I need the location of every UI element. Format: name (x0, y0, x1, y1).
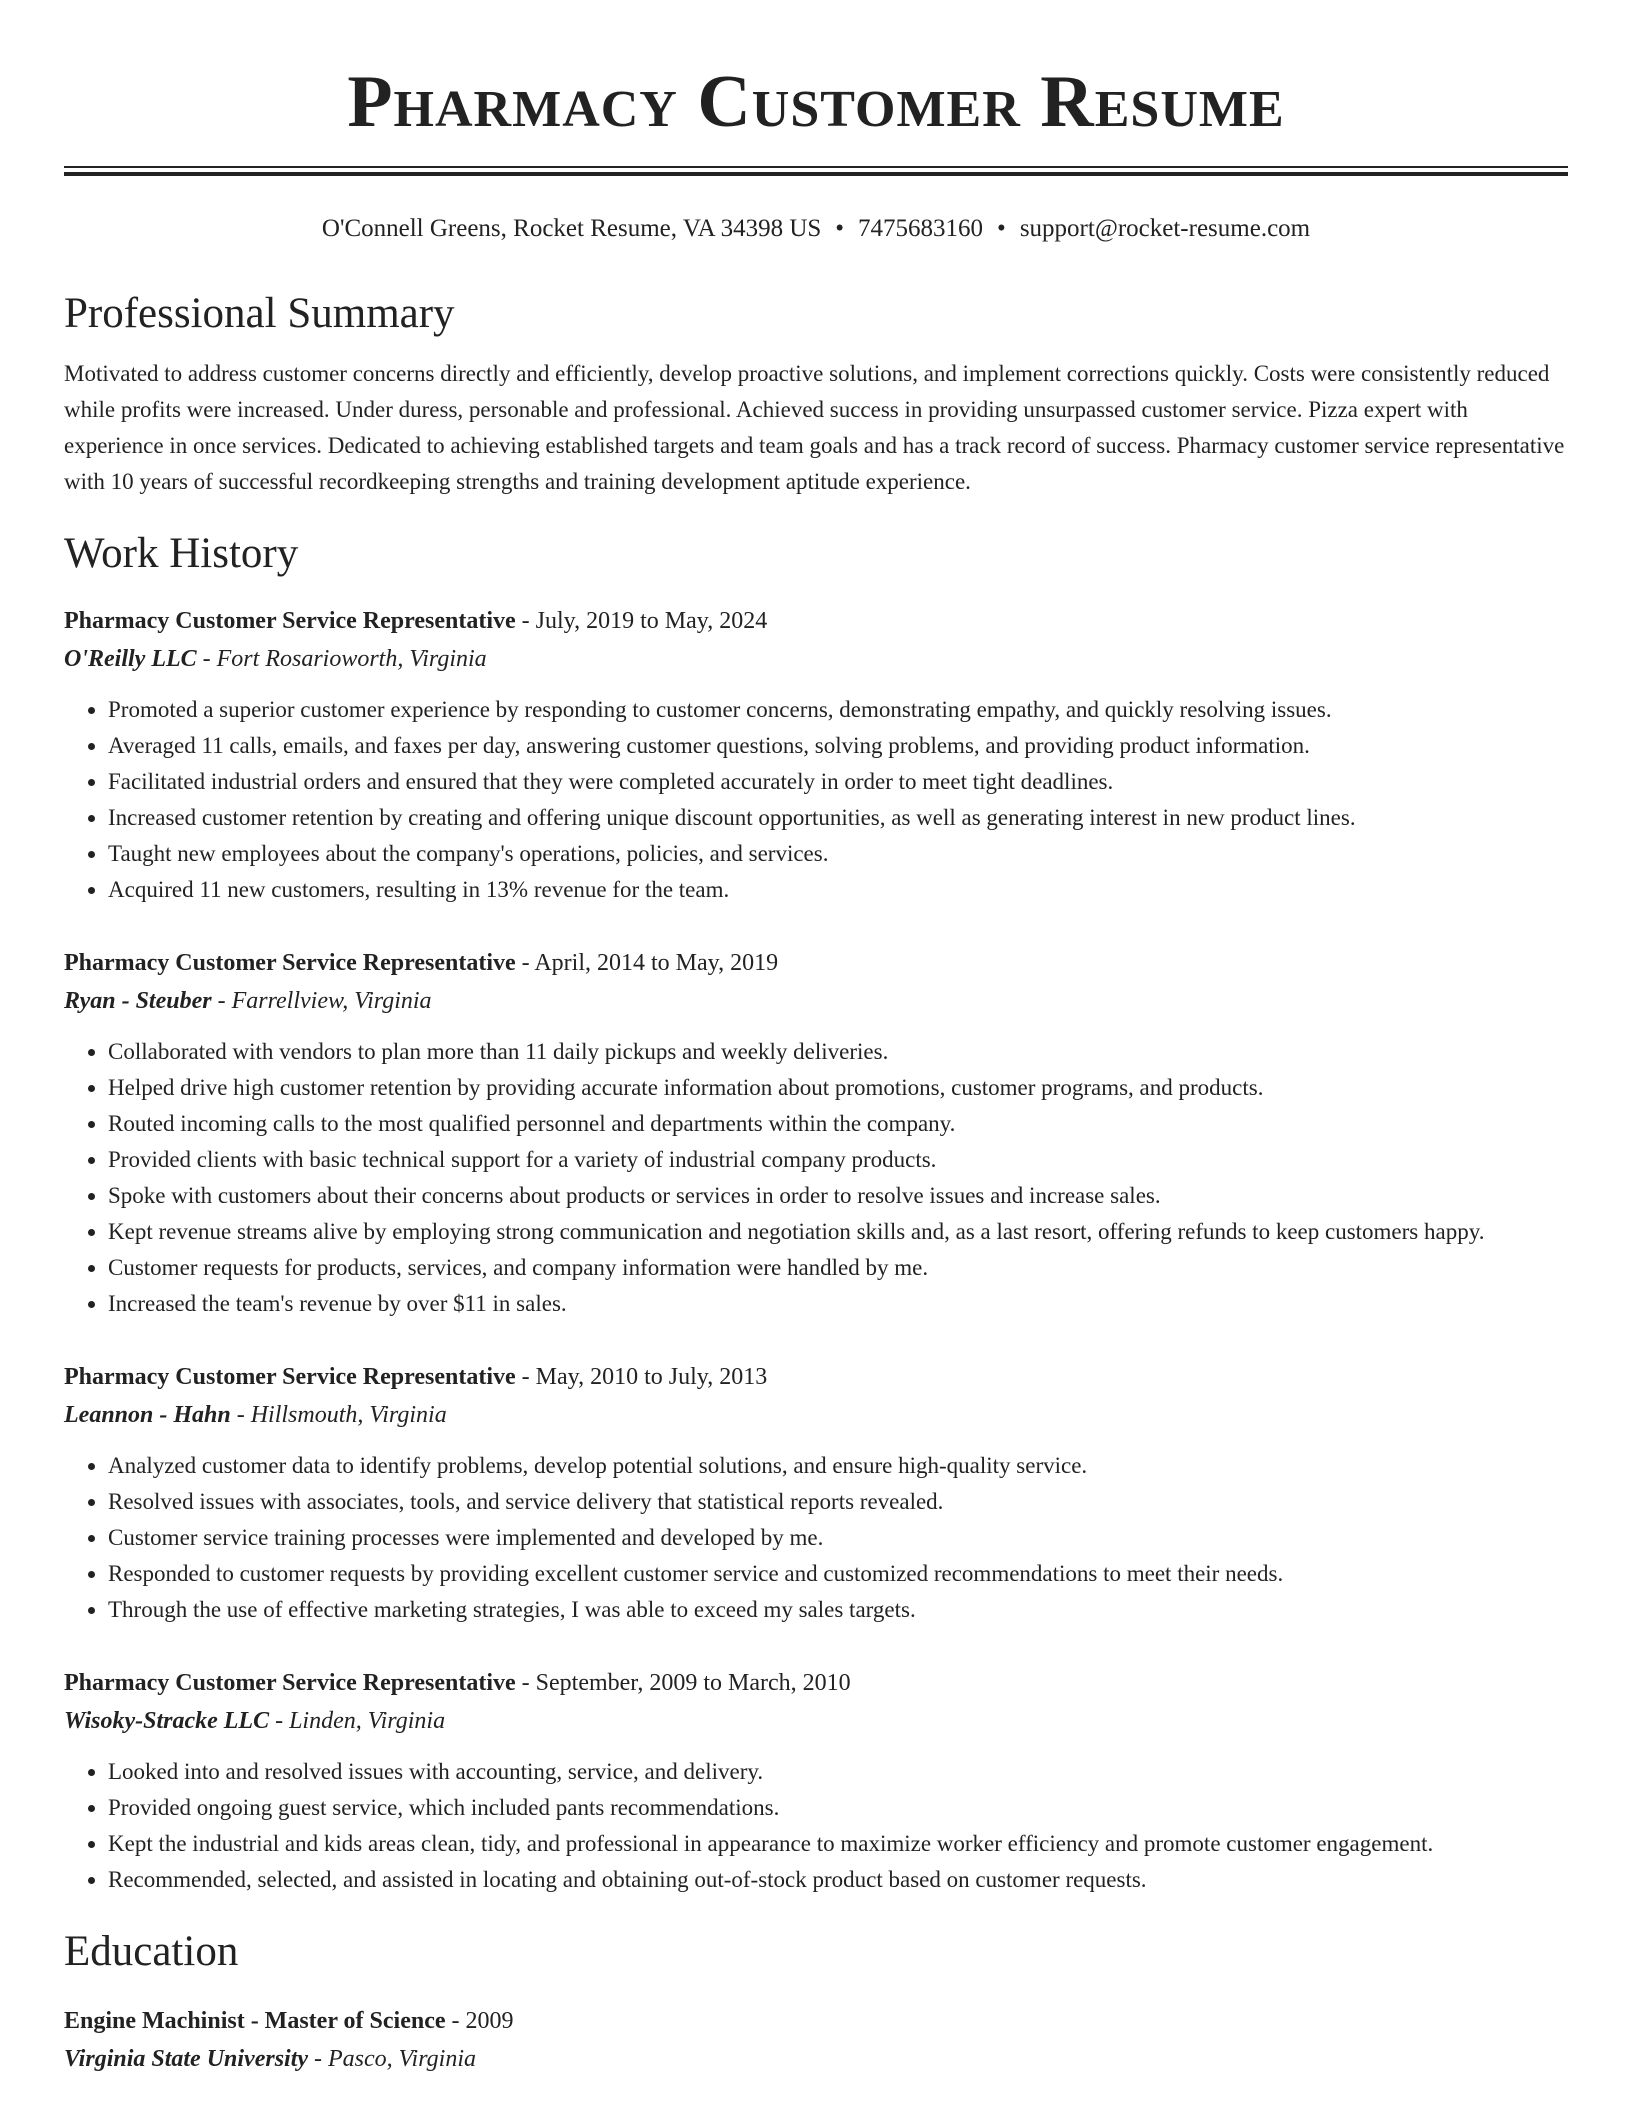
job-bullet: • Increased customer retention by creating and offering unique discount opportunities, as well as generating interest in new product lines. (108, 800, 1568, 836)
education-year: - 2009 (445, 2008, 514, 2034)
job-location: - Hillsmouth, Virginia (230, 1402, 447, 1428)
contact-separator: • (835, 215, 845, 242)
summary-heading: Professional Summary (64, 290, 455, 337)
job-role: Pharmacy Customer Service Representative (64, 1670, 516, 1696)
job-bullet: • Provided ongoing guest service, which included pants recommendations. (108, 1790, 1568, 1826)
job-company: Wisoky-Stracke LLC (64, 1708, 270, 1734)
contact-line (64, 212, 1568, 246)
job-location: - Fort Rosarioworth, Virginia (196, 646, 487, 672)
job-header (64, 602, 1568, 640)
education-school: Virginia State University (64, 2046, 309, 2072)
education-header (64, 2002, 1568, 2040)
job-entry (64, 944, 1568, 1322)
job-bullet: • Averaged 11 calls, emails, and faxes per day, answering customer questions, solving problems, and providing product information. (108, 728, 1568, 764)
summary-text: Motivated to address customer concerns directly and efficiently, develop proactive solutions, and implement corrections quickly. Costs were consistently reduced while profits were increased. Under duress, personable and professional. Achieved success in providing unsurpassed customer service. Pizza expert with experience in once services. Dedicated to achieving established targets and team goals and has a track record of success. Pharmacy customer service representative with 10 years of successful recordkeeping strengths and training development aptitude experience. (64, 361, 1565, 494)
job-bullet: • Provided clients with basic technical support for a variety of industrial company products. (108, 1142, 1568, 1178)
job-employer (64, 1702, 1568, 1740)
job-bullet: • Taught new employees about the company's operations, policies, and services. (108, 836, 1568, 872)
job-dates: - September, 2009 to March, 2010 (515, 1670, 851, 1696)
job-bullet: • Increased the team's revenue by over $11 in sales. (108, 1286, 1568, 1322)
job-bullet: • Helped drive high customer retention by providing accurate information about promotions, customer programs, and products. (108, 1070, 1568, 1106)
job-header (64, 1664, 1568, 1702)
contact-separator: • (997, 215, 1006, 242)
work-history-heading: Work History (64, 530, 299, 577)
contact-email: support@rocket-resume.com (1019, 215, 1311, 242)
job-role: Pharmacy Customer Service Representative (64, 608, 516, 634)
job-bullets (64, 1034, 1568, 1322)
job-entry (64, 1358, 1568, 1628)
job-bullet: • Customer requests for products, services, and company information were handled by me. (108, 1250, 1568, 1286)
job-bullet: • Customer service training processes were implemented and developed by me. (108, 1520, 1568, 1556)
job-bullet: • Resolved issues with associates, tools, and service delivery that statistical reports revealed. (108, 1484, 1568, 1520)
title-divider (64, 166, 1568, 176)
job-bullet: • Recommended, selected, and assisted in locating and obtaining out-of-stock product based on customer requests. (108, 1862, 1568, 1898)
job-role: Pharmacy Customer Service Representative (64, 950, 516, 976)
job-bullet: • Kept the industrial and kids areas clean, tidy, and professional in appearance to maximize worker efficiency and promote customer engagement. (108, 1826, 1568, 1862)
job-bullets (64, 692, 1568, 908)
education-heading: Education (64, 1928, 239, 1975)
job-bullet: • Looked into and resolved issues with accounting, service, and delivery. (108, 1754, 1568, 1790)
job-company: O'Reilly LLC (64, 646, 197, 672)
job-dates: - May, 2010 to July, 2013 (515, 1364, 768, 1390)
education-entry (64, 2002, 1568, 2078)
job-bullet: • Collaborated with vendors to plan more than 11 daily pickups and weekly deliveries. (108, 1034, 1568, 1070)
contact-phone: 7475683160 (858, 215, 984, 242)
job-bullets (64, 1754, 1568, 1898)
job-bullet: • Spoke with customers about their concerns about products or services in order to resolve issues and increase sales. (108, 1178, 1568, 1214)
education-school-line (64, 2040, 1568, 2078)
job-bullet: • Responded to customer requests by providing excellent customer service and customized recommendations to meet their needs. (108, 1556, 1568, 1592)
job-dates: - July, 2019 to May, 2024 (515, 608, 768, 634)
job-location: - Farrellview, Virginia (211, 988, 432, 1014)
job-employer (64, 1396, 1568, 1434)
job-bullet: • Promoted a superior customer experience by responding to customer concerns, demonstrating empathy, and quickly resolving issues. (108, 692, 1568, 728)
job-location: - Linden, Virginia (269, 1708, 446, 1734)
job-entry (64, 602, 1568, 908)
job-entry (64, 1664, 1568, 1898)
job-employer (64, 640, 1568, 678)
job-employer (64, 982, 1568, 1020)
job-role: Pharmacy Customer Service Representative (64, 1364, 516, 1390)
job-dates: - April, 2014 to May, 2019 (515, 950, 779, 976)
job-bullet: • Kept revenue streams alive by employing strong communication and negotiation skills and, as a last resort, offering refunds to keep customers happy. (108, 1214, 1568, 1250)
job-header (64, 1358, 1568, 1396)
job-header (64, 944, 1568, 982)
job-bullet: • Acquired 11 new customers, resulting in 13% revenue for the team. (108, 872, 1568, 908)
job-company: Ryan - Steuber (64, 988, 212, 1014)
job-bullets (64, 1448, 1568, 1628)
job-bullet: • Through the use of effective marketing strategies, I was able to exceed my sales targets. (108, 1592, 1568, 1628)
job-company: Leannon - Hahn (64, 1402, 231, 1428)
job-bullet: • Routed incoming calls to the most qualified personnel and departments within the company. (108, 1106, 1568, 1142)
resume-title: Pharmacy Customer Resume (347, 61, 1285, 143)
job-bullet: • Facilitated industrial orders and ensured that they were completed accurately in order to meet tight deadlines. (108, 764, 1568, 800)
contact-address: O'Connell Greens, Rocket Resume, VA 34398 US (321, 215, 822, 242)
job-bullet: • Analyzed customer data to identify problems, develop potential solutions, and ensure high-quality service. (108, 1448, 1568, 1484)
education-degree: Engine Machinist - Master of Science (64, 2008, 446, 2034)
education-location: - Pasco, Virginia (308, 2046, 477, 2072)
